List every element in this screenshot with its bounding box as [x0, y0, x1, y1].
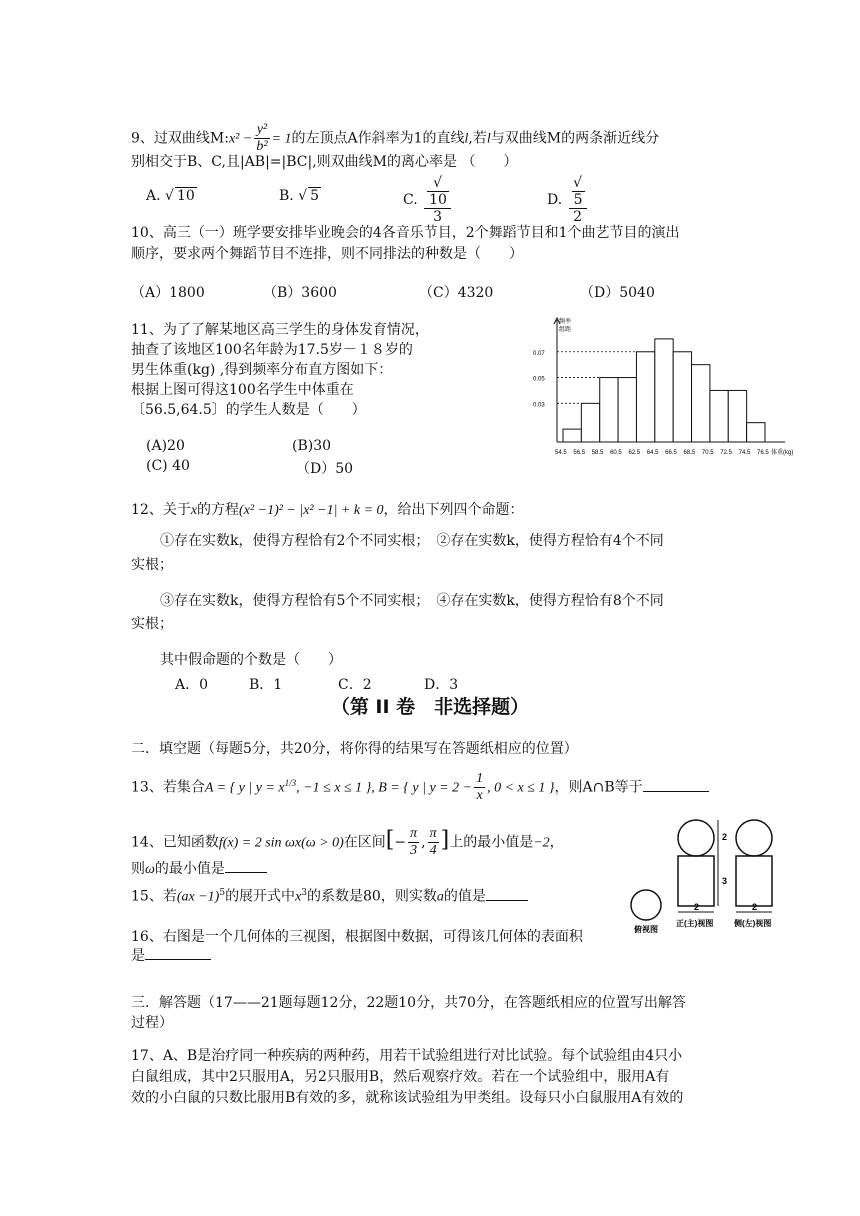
side-sphere — [736, 820, 772, 856]
q14-omega: ω — [145, 862, 155, 877]
q15-b: 的展开式中 — [225, 888, 296, 905]
q16-line2 — [131, 947, 211, 965]
x-tick-label: 68.5 — [683, 450, 696, 456]
three-views-figure — [626, 818, 786, 938]
q12-option-d: D．3 — [424, 677, 459, 693]
q13-setB-tail: , 0 < x ≤ 1 } — [487, 780, 555, 796]
histogram-bar — [673, 352, 691, 442]
q13-setA-main: A = { y | y = x — [204, 780, 285, 796]
q11-line3: 男生体重(kg) ,得到频率分布直方图如下： — [131, 362, 393, 378]
q15-av: a — [436, 889, 444, 905]
q16-line2-text: 是 — [131, 948, 145, 964]
q9-d-label: D. — [547, 192, 563, 208]
q9-a-rad: 10 — [176, 188, 195, 204]
q13-frac-den: x — [476, 788, 483, 803]
q14-minus: − — [394, 834, 407, 851]
q17-line2: 白鼠组成，其中2只服用A，另2只服用B，然后观察疗效。若在一个试验组中，服用A有 — [131, 1069, 670, 1085]
solve-header-1: 三．解答题（17——21题每题12分，22题10分，共70分，在答题纸相应的位置写出解答 — [131, 995, 686, 1011]
fill-blank-header: 二．填空题（每题5分，共20分，将你得的结果写在答题纸相应的位置） — [131, 741, 578, 757]
q9-c-rad: 10 — [429, 192, 447, 208]
q9-prefix: 9、过双曲线M: — [131, 130, 229, 147]
q12-p1: ①存在实数k，使得方程恰有2个不同实根； ②存在实数k，使得方程恰有4个不同 — [160, 533, 664, 549]
histogram-bar — [563, 429, 581, 442]
q13-frac-num: 1 — [476, 771, 484, 786]
histogram-bar — [692, 365, 710, 442]
q15-x3exp: 3 — [301, 888, 308, 898]
q14-d: ， — [549, 834, 564, 851]
q14-frac-left — [408, 826, 419, 859]
q9-d-den: 2 — [573, 209, 583, 225]
q9-option-b: B. √ 5 — [279, 188, 320, 204]
front-dim-width: 2 — [694, 902, 700, 912]
q15-a: 15、若 — [131, 888, 177, 905]
histogram-chart — [527, 316, 815, 476]
q9-d-rad: 5 — [573, 192, 583, 208]
q12-option-a: A．0 — [175, 677, 209, 693]
x-tick-label: 74.5 — [738, 450, 751, 456]
q9-b-rad: 5 — [310, 188, 320, 204]
front-view-label: 正(主)视图 — [676, 919, 714, 928]
q12-line1 — [131, 501, 524, 520]
q11-option-b: (B)30 — [292, 438, 332, 454]
q12-equation: (x² −1)² − |x² −1| + k = 0 — [239, 503, 384, 518]
q14-bracket-r: ] — [440, 827, 450, 853]
q17-line3: 效的小白鼠的只数比服用B有效的多，就称该试验组为甲类组。设每只小白鼠服用A有效的 — [131, 1090, 684, 1106]
section-2-title: （第 II 卷 非选择题） — [330, 696, 530, 718]
q9-c-label: C. — [403, 192, 418, 208]
q14-line2 — [131, 860, 267, 879]
q11-line4: 根据上图可得这100名学生中体重在 — [131, 382, 354, 398]
q9-text-c: 与双曲线M的两条渐近线分 — [490, 130, 660, 147]
q12-p2b: 实根； — [131, 616, 173, 632]
q9-b-label: B. — [279, 188, 294, 204]
q9-text-a: 的左顶点A作斜率为1的直线 — [291, 130, 465, 147]
q16-line1: 16、右图是一个几何体的三视图，根据图中数据，可得该几何体的表面积 — [131, 929, 583, 945]
x-axis-label: 体重(kg) — [771, 450, 794, 456]
q13-frac — [474, 771, 485, 804]
side-dim-width: 2 — [752, 902, 758, 912]
q12-ask: 其中假命题的个数是（ ） — [160, 652, 342, 668]
q9-eq-b: = 1 — [271, 131, 292, 147]
q11-line5: 〔56.5,64.5〕的学生人数是（ ） — [131, 402, 366, 418]
q9-l1: l — [464, 131, 469, 147]
q14-a: 14、已知函数 — [131, 834, 219, 851]
q15-expr: (ax −1) — [176, 889, 220, 905]
q9-c-frac — [424, 175, 451, 225]
q14-minval: −2 — [533, 835, 550, 851]
q15-d: 的值是 — [443, 888, 486, 905]
q11-option-d: （D）50 — [296, 461, 354, 477]
histogram-bar — [747, 423, 765, 442]
q9-c-num: √ 10 — [424, 175, 451, 209]
front-dim-3: 3 — [722, 876, 728, 886]
front-dim-2: 2 — [722, 832, 728, 842]
q9-l2: l — [486, 131, 491, 147]
q13-blank[interactable] — [643, 791, 709, 792]
q9-frac-num: y² — [254, 122, 269, 139]
q9-line1 — [131, 122, 659, 155]
front-sphere — [678, 820, 714, 856]
top-view-circle — [631, 890, 661, 920]
q10-line2: 顺序，要求两个舞蹈节目不连排，则不同排法的种数是（ ） — [131, 246, 523, 262]
q17-line1: 17、A、B是治疗同一种疾病的两种药，用若干试验组进行对比试验。每个试验组由4只小 — [131, 1048, 683, 1064]
q11-line2: 抽查了该地区100名年龄为17.5岁－１８岁的 — [131, 342, 413, 358]
q12-p2: ③存在实数k，使得方程恰有5个不同实根； ④存在实数k，使得方程恰有8个不同 — [160, 593, 664, 609]
q15-line — [131, 884, 528, 907]
q9-option-c — [403, 175, 453, 225]
y-tick-label: 0.07 — [533, 350, 545, 357]
q9-d-num: √ 5 — [569, 175, 587, 209]
q9-option-a: A. √ 10 — [146, 188, 195, 204]
q13-b: ，则A∩B等于 — [554, 779, 643, 796]
x-tick-label: 64.5 — [646, 450, 659, 456]
q9-frac-den: b² — [256, 139, 268, 154]
x-tick-label: 76.5 — [757, 450, 769, 456]
x-tick-label: 60.5 — [610, 450, 622, 456]
q10-option-d: （D）5040 — [580, 285, 655, 301]
top-view-label: 俯视图 — [634, 925, 658, 934]
q13-a: 13、若集合 — [131, 779, 205, 796]
side-cylinder — [736, 856, 772, 906]
x-tick-label: 72.5 — [720, 450, 732, 456]
q12-option-c: C．2 — [338, 677, 372, 693]
histogram-bar — [710, 390, 728, 442]
q10-option-b: （B）3600 — [263, 285, 337, 301]
q10-line1: 10、高三（一）班学要安排毕业晚会的4各音乐节目，2个舞蹈节目和1个曲艺节目的演出 — [131, 225, 680, 241]
q9-a-label: A. — [146, 188, 161, 204]
histogram-bar — [728, 390, 746, 442]
x-tick-label: 54.5 — [555, 450, 567, 456]
q12-option-b: B．1 — [249, 677, 283, 693]
q14-b: 在区间 — [343, 834, 386, 851]
x-tick-label: 58.5 — [591, 450, 604, 456]
q14-bracket-l: [ — [385, 827, 395, 853]
side-view-label: 侧(左)视图 — [734, 919, 772, 928]
q9-c-den: 3 — [433, 209, 442, 225]
histogram-bar — [618, 378, 636, 442]
q12-x: x — [190, 503, 198, 518]
x-tick-label: 70.5 — [701, 450, 714, 456]
q14-l-den: 3 — [410, 843, 418, 858]
x-tick-label: 56.5 — [573, 450, 586, 456]
q14-r-num: π — [429, 826, 437, 841]
y-axis-label: 频率 — [559, 319, 572, 325]
q15-c: 的系数是80，则实数 — [307, 888, 437, 905]
histogram-bar — [636, 352, 654, 442]
q14-frac-right — [428, 826, 439, 859]
q16-blank[interactable] — [145, 959, 211, 960]
q13-setA-exp: 1/3 — [284, 777, 297, 788]
q14-r-den: 4 — [429, 843, 437, 858]
q14-line2-a: 则 — [131, 861, 145, 877]
q12-a: 12、关于 — [131, 502, 191, 518]
q14-f: f(x) = 2 sin ωx(ω > 0) — [218, 835, 344, 851]
q14-line2-b: 的最小值是 — [154, 861, 225, 877]
q15-blank[interactable] — [486, 900, 528, 901]
q9-option-d — [547, 175, 589, 225]
q14-l-num: π — [410, 826, 418, 841]
solve-header-2: 过程） — [131, 1015, 173, 1031]
y-tick-label: 0.05 — [533, 376, 545, 383]
histogram-bar — [581, 403, 599, 442]
y-tick-label: 0.03 — [533, 402, 545, 409]
q15-x3: x — [295, 889, 302, 905]
histogram-bar — [655, 339, 673, 442]
q12-b: 的方程 — [197, 502, 240, 518]
x-tick-label: 62.5 — [628, 450, 641, 456]
q9-fraction — [254, 122, 269, 155]
q12-c: ，给出下列四个命题： — [383, 502, 524, 518]
q15-exp: 5 — [219, 888, 226, 898]
q11-option-a: (A)20 — [146, 438, 185, 454]
q10-option-a: （A）1800 — [131, 285, 205, 301]
q13-setA-tail: , −1 ≤ x ≤ 1 } — [296, 780, 372, 796]
q11-line1: 11、为了了解某地区高三学生的身体发育情况， — [131, 322, 429, 338]
q9-eq-a: x² − — [228, 131, 253, 147]
q14-c: 上的最小值是 — [449, 834, 534, 851]
q14-blank[interactable] — [225, 872, 267, 873]
y-axis-label: 组距 — [559, 327, 572, 333]
q9-line2: 别相交于B、C,且|AB|=|BC|,则双曲线M的离心率是 （ ） — [131, 154, 518, 170]
front-cylinder — [678, 856, 714, 906]
q13-line — [131, 771, 709, 804]
q11-option-c: (C) 40 — [146, 458, 190, 474]
q14-line1: 14、已知函数f(x) = 2 sin ωx(ω > 0)在区间[− $\frac{\pi}{3}$ , $\frac{\pi}{4}$ ]上的最小值是−2， — [131, 826, 564, 858]
q9-text-b: ,若 — [468, 130, 487, 147]
q9-d-frac — [569, 175, 587, 225]
q12-p1b: 实根； — [131, 557, 173, 573]
q10-option-c: （C）4320 — [419, 285, 494, 301]
x-tick-label: 66.5 — [665, 450, 677, 456]
q13-setB-main: , B = { y | y = 2 − — [371, 780, 473, 796]
histogram-bar — [600, 378, 618, 442]
